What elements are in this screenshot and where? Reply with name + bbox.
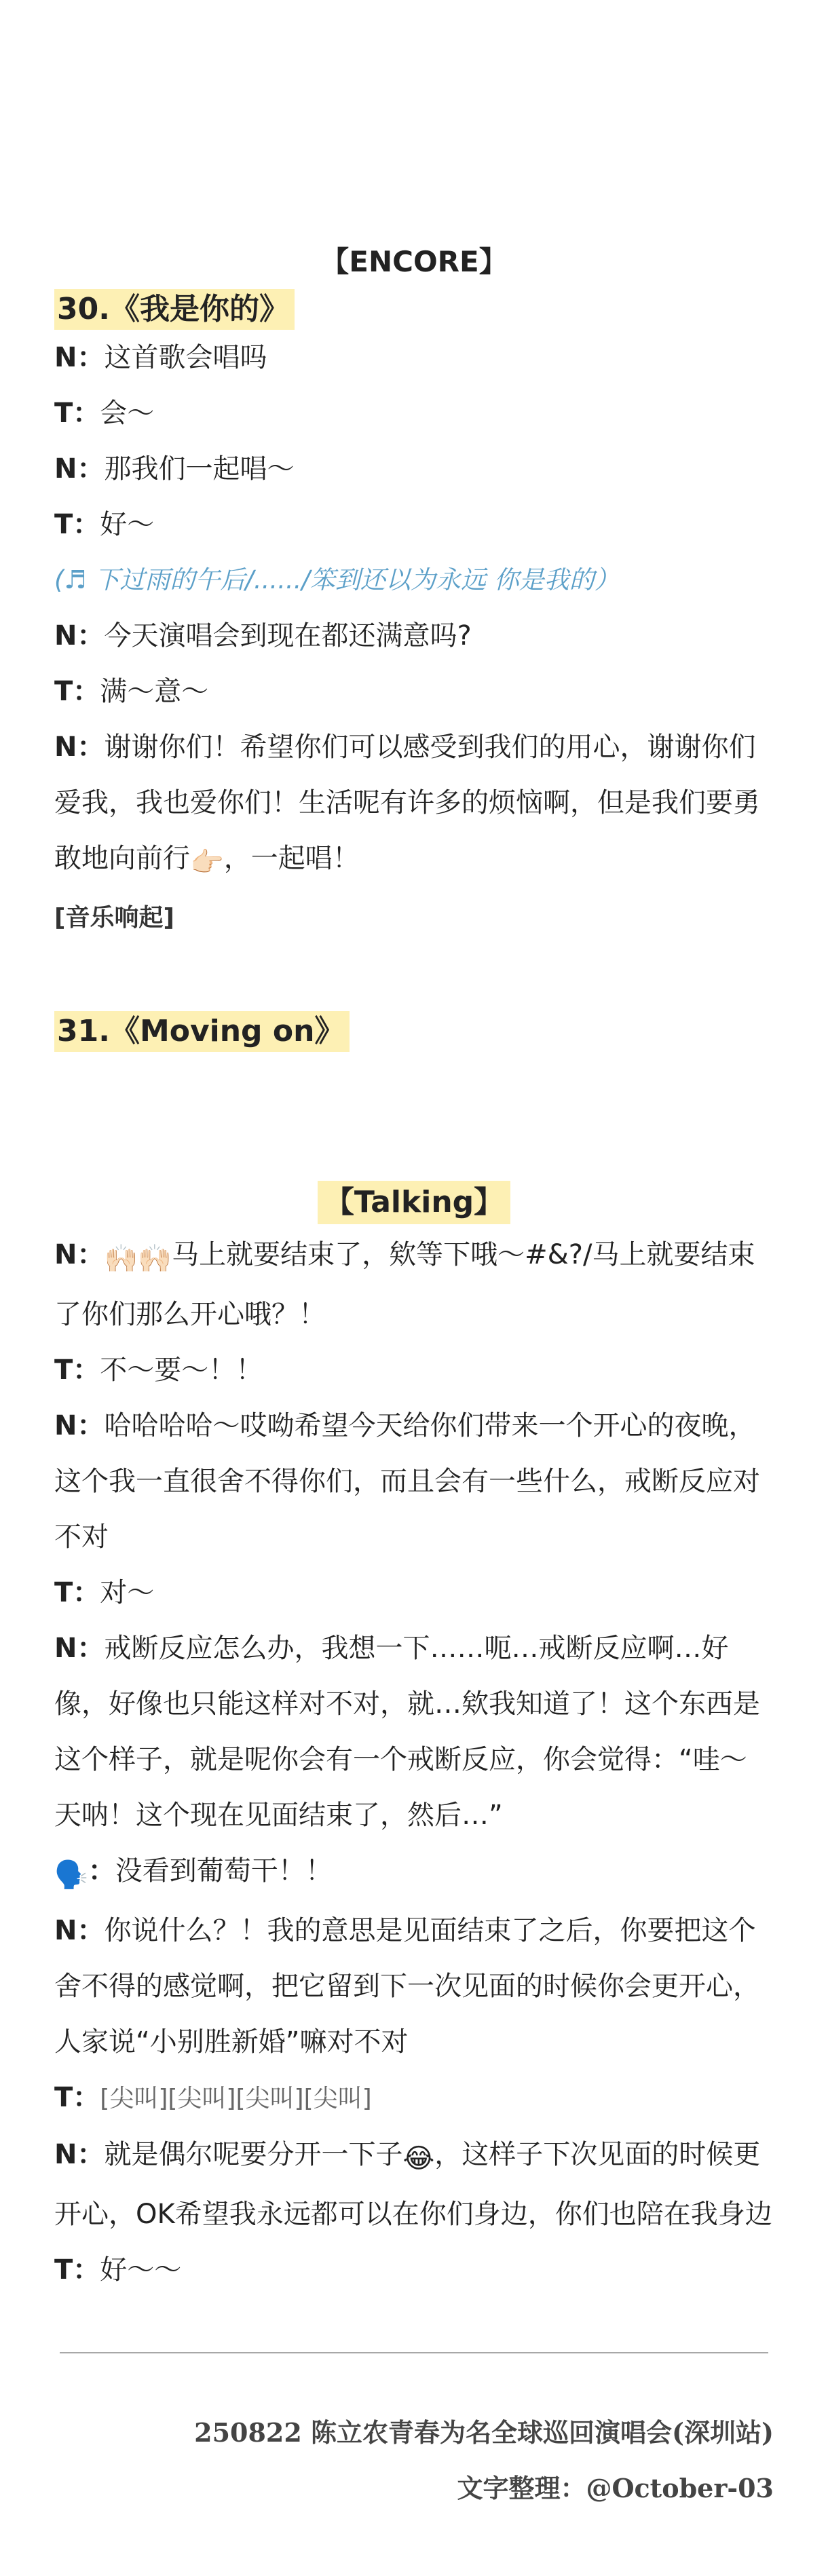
song-30-title: 30.《我是你的》	[54, 289, 295, 330]
speaker-label: N：	[54, 1410, 105, 1441]
footer-divider	[60, 2352, 768, 2353]
credit-caption: 文字整理：@October-03	[457, 2473, 774, 2503]
dialogue-line	[54, 497, 774, 552]
speaker-label: T：	[54, 2082, 100, 2113]
event-caption: 250822 陈立农青春为名全球巡回演唱会(深圳站)	[194, 2417, 774, 2448]
speaker-label: N：	[54, 453, 105, 485]
dialogue-line	[54, 2242, 774, 2298]
speaker-label: N：	[54, 1239, 105, 1270]
dialogue-line	[54, 664, 774, 719]
lyric-line: (♬ 下过雨的午后/....../笨到还以为永远 你是我的）	[54, 565, 620, 594]
speaker-label: T：	[54, 1355, 100, 1386]
pointing-hand-emoji-icon: 👉🏻	[190, 847, 224, 878]
dialogue-text: 马上就要结束了，欸等下哦～#&?/马上就要结束了你们那么开心哦？！	[54, 1239, 755, 1330]
dialogue-text: 不～要～！！	[100, 1355, 263, 1386]
dialogue-text: ，一起唱！	[223, 843, 360, 874]
speaker-label: N：	[54, 1915, 105, 1946]
speaker-label: T：	[54, 2254, 100, 2286]
speaker-label: T：	[54, 509, 100, 540]
dialogue-text: 戒断反应怎么办，我想一下……呃…戒断反应啊…好像，好像也只能这样对不对，就…欸我知道了！这个东西是这个样子，就是呢你会有一个戒断反应，你会觉得：“哇～天呐！这个现在见面结束了，然后…”	[54, 1633, 760, 1831]
speaker-label: T：	[54, 676, 100, 707]
dialogue-text: 会～	[100, 398, 155, 429]
dialogue-text: 没看到葡萄干！！	[115, 1855, 333, 1887]
raised-hands-emoji-icon: 🙌🏻🙌🏻	[104, 1243, 172, 1274]
dialogue-text: ，这样子下次见面的时候更开心，OK希望我永远都可以在你们身边，你们也陪在我身边	[54, 2139, 772, 2230]
dialogue-text: 今天演唱会到现在都还满意吗?	[104, 620, 472, 651]
dialogue-line	[54, 1342, 774, 1398]
speaker-label: ：	[88, 1855, 115, 1887]
footer	[54, 2405, 774, 2516]
dialogue-text: 这首歌会唱吗	[104, 342, 267, 373]
dialogue-line	[54, 719, 774, 890]
dialogue-text: 好～～	[100, 2254, 182, 2286]
music-cue: [音乐响起]	[54, 904, 174, 932]
dialogue-text: [尖叫][尖叫][尖叫][尖叫]	[100, 2085, 372, 2113]
dialogue-text: 对～	[100, 1577, 155, 1608]
dialogue-line	[54, 330, 774, 385]
dialogue-text: 好～	[100, 509, 155, 540]
dialogue-text: 哈哈哈哈～哎呦希望今天给你们带来一个开心的夜晚，这个我一直很舍不得你们，而且会有一些什么，戒断反应对不对	[54, 1410, 760, 1553]
speaker-label: N：	[54, 620, 105, 651]
speaker-label: N：	[54, 1633, 105, 1664]
dialogue-line	[54, 1843, 774, 1903]
dialogue-text: 那我们一起唱～	[104, 453, 295, 485]
dialogue-line	[54, 441, 774, 497]
talking-section	[54, 1181, 774, 2298]
speaking-head-emoji-icon: 🗣️	[54, 1859, 88, 1891]
tears-of-joy-emoji-icon: 😂	[402, 2143, 435, 2174]
dialogue-line	[54, 2070, 774, 2127]
encore-heading: 【ENCORE】	[320, 245, 508, 278]
speaker-label: T：	[54, 1577, 100, 1608]
dialogue-line	[54, 1621, 774, 1843]
song-30-section	[54, 289, 774, 946]
dialogue-text: 你说什么？！我的意思是见面结束了之后，你要把这个舍不得的感觉啊，把它留到下一次见面的时候你会更开心，人家说“小别胜新婚”嘛对不对	[54, 1915, 760, 2058]
dialogue-line	[54, 1227, 774, 1342]
dialogue-line	[54, 1398, 774, 1565]
song-31-title: 31.《Moving on》	[54, 1011, 350, 1052]
song-31-section	[54, 1011, 774, 1052]
dialogue-line	[54, 2127, 774, 2242]
dialogue-line	[54, 608, 774, 664]
speaker-label: T：	[54, 398, 100, 429]
talking-heading: 【Talking】	[318, 1181, 510, 1224]
speaker-label: N：	[54, 732, 105, 763]
speaker-label: N：	[54, 2139, 105, 2170]
dialogue-line	[54, 1903, 774, 2070]
dialogue-line	[54, 385, 774, 441]
speaker-label: N：	[54, 342, 105, 373]
dialogue-line	[54, 1565, 774, 1621]
dialogue-text: 谢谢你们！希望你们可以感受到我们的用心，谢谢你们爱我，我也爱你们！生活呢有许多的烦恼啊，但是我们要勇敢地向前行	[54, 732, 760, 874]
dialogue-text: 满～意～	[100, 676, 209, 707]
dialogue-text: 就是偶尔呢要分开一下子	[104, 2139, 403, 2170]
